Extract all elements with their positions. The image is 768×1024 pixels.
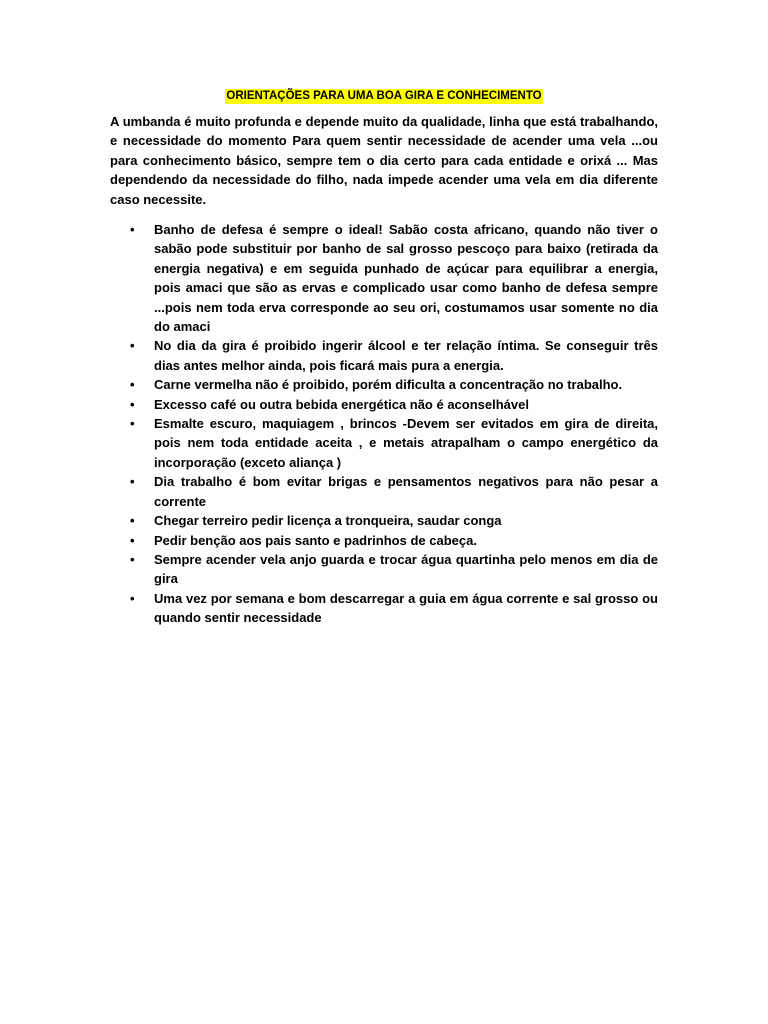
list-item-text: Uma vez por semana e bom descarregar a guia em água corrente e sal grosso ou quando sentir necessidade [154, 590, 658, 626]
document-title: ORIENTAÇÕES PARA UMA BOA GIRA E CONHECIMENTO [226, 90, 542, 102]
bullet-icon: • [130, 222, 135, 237]
bullet-icon: • [130, 377, 135, 393]
list-item-text: Pedir benção aos pais santo e padrinhos de cabeça. [154, 532, 477, 548]
list-item [110, 589, 658, 628]
list-item [110, 414, 658, 472]
list-item [110, 472, 658, 511]
list-item-text: Sempre acender vela anjo guarda e trocar água quartinha pelo menos em dia de gira [154, 551, 658, 587]
list-item [110, 395, 658, 414]
bullet-icon: • [130, 532, 135, 548]
intro-paragraph: A umbanda é muito profunda e depende muito da qualidade, linha que está trabalhando, e necessidade do momento Para quem sentir necessidade de acender uma vela ...ou para conhecimento básico, sempre tem o dia certo para cada entidade e orixá ... Mas dependendo da necessidade do filho, nada impede acender uma vela em dia diferente caso necessite. [110, 114, 658, 207]
list-item-text: Dia trabalho é bom evitar brigas e pensamentos negativos para não pesar a corrente [154, 474, 658, 509]
title-container [0, 86, 768, 104]
guidelines-list [110, 220, 658, 628]
bullet-icon: • [130, 551, 135, 567]
list-item-text: Chegar terreiro pedir licença a tronqueira, saudar conga [154, 513, 502, 529]
list-item [110, 220, 658, 336]
list-item-text: Banho de defesa é sempre o ideal! Sabão costa africano, quando não tiver o sabão pode substituir por banho de sal grosso pescoço para baixo (retirada da energia negativa) e em seguida punhado de açúcar para equilibrar a energia, pois amaci que são as ervas e complicado usar como banho de defesa sempre ...pois nem toda erva corresponde ao seu ori, costumamos usar somente no dia do amaci [154, 222, 658, 335]
bullet-icon: • [130, 416, 135, 432]
bullet-icon: • [130, 396, 135, 412]
list-item [110, 336, 658, 375]
list-item [110, 550, 658, 589]
list-item-text: Excesso café ou outra bebida energética não é aconselhável [154, 396, 529, 412]
list-item-text: Esmalte escuro, maquiagem , brincos -Devem ser evitados em gira de direita, pois nem toda entidade aceita , e metais atrapalham o campo energético da incorporação (exceto aliança ) [154, 416, 658, 470]
list-item [110, 531, 658, 550]
bullet-icon: • [130, 474, 135, 490]
list-item-text: No dia da gira é proibido ingerir álcool e ter relação íntima. Se conseguir três dias antes melhor ainda, pois ficará mais pura a energia. [154, 338, 658, 373]
list-item [110, 511, 658, 530]
bullet-icon: • [130, 338, 135, 354]
list-item-text: Carne vermelha não é proibido, porém dificulta a concentração no trabalho. [154, 377, 623, 393]
bullet-icon: • [130, 513, 135, 529]
list-item [110, 375, 658, 394]
bullet-icon: • [130, 590, 135, 606]
